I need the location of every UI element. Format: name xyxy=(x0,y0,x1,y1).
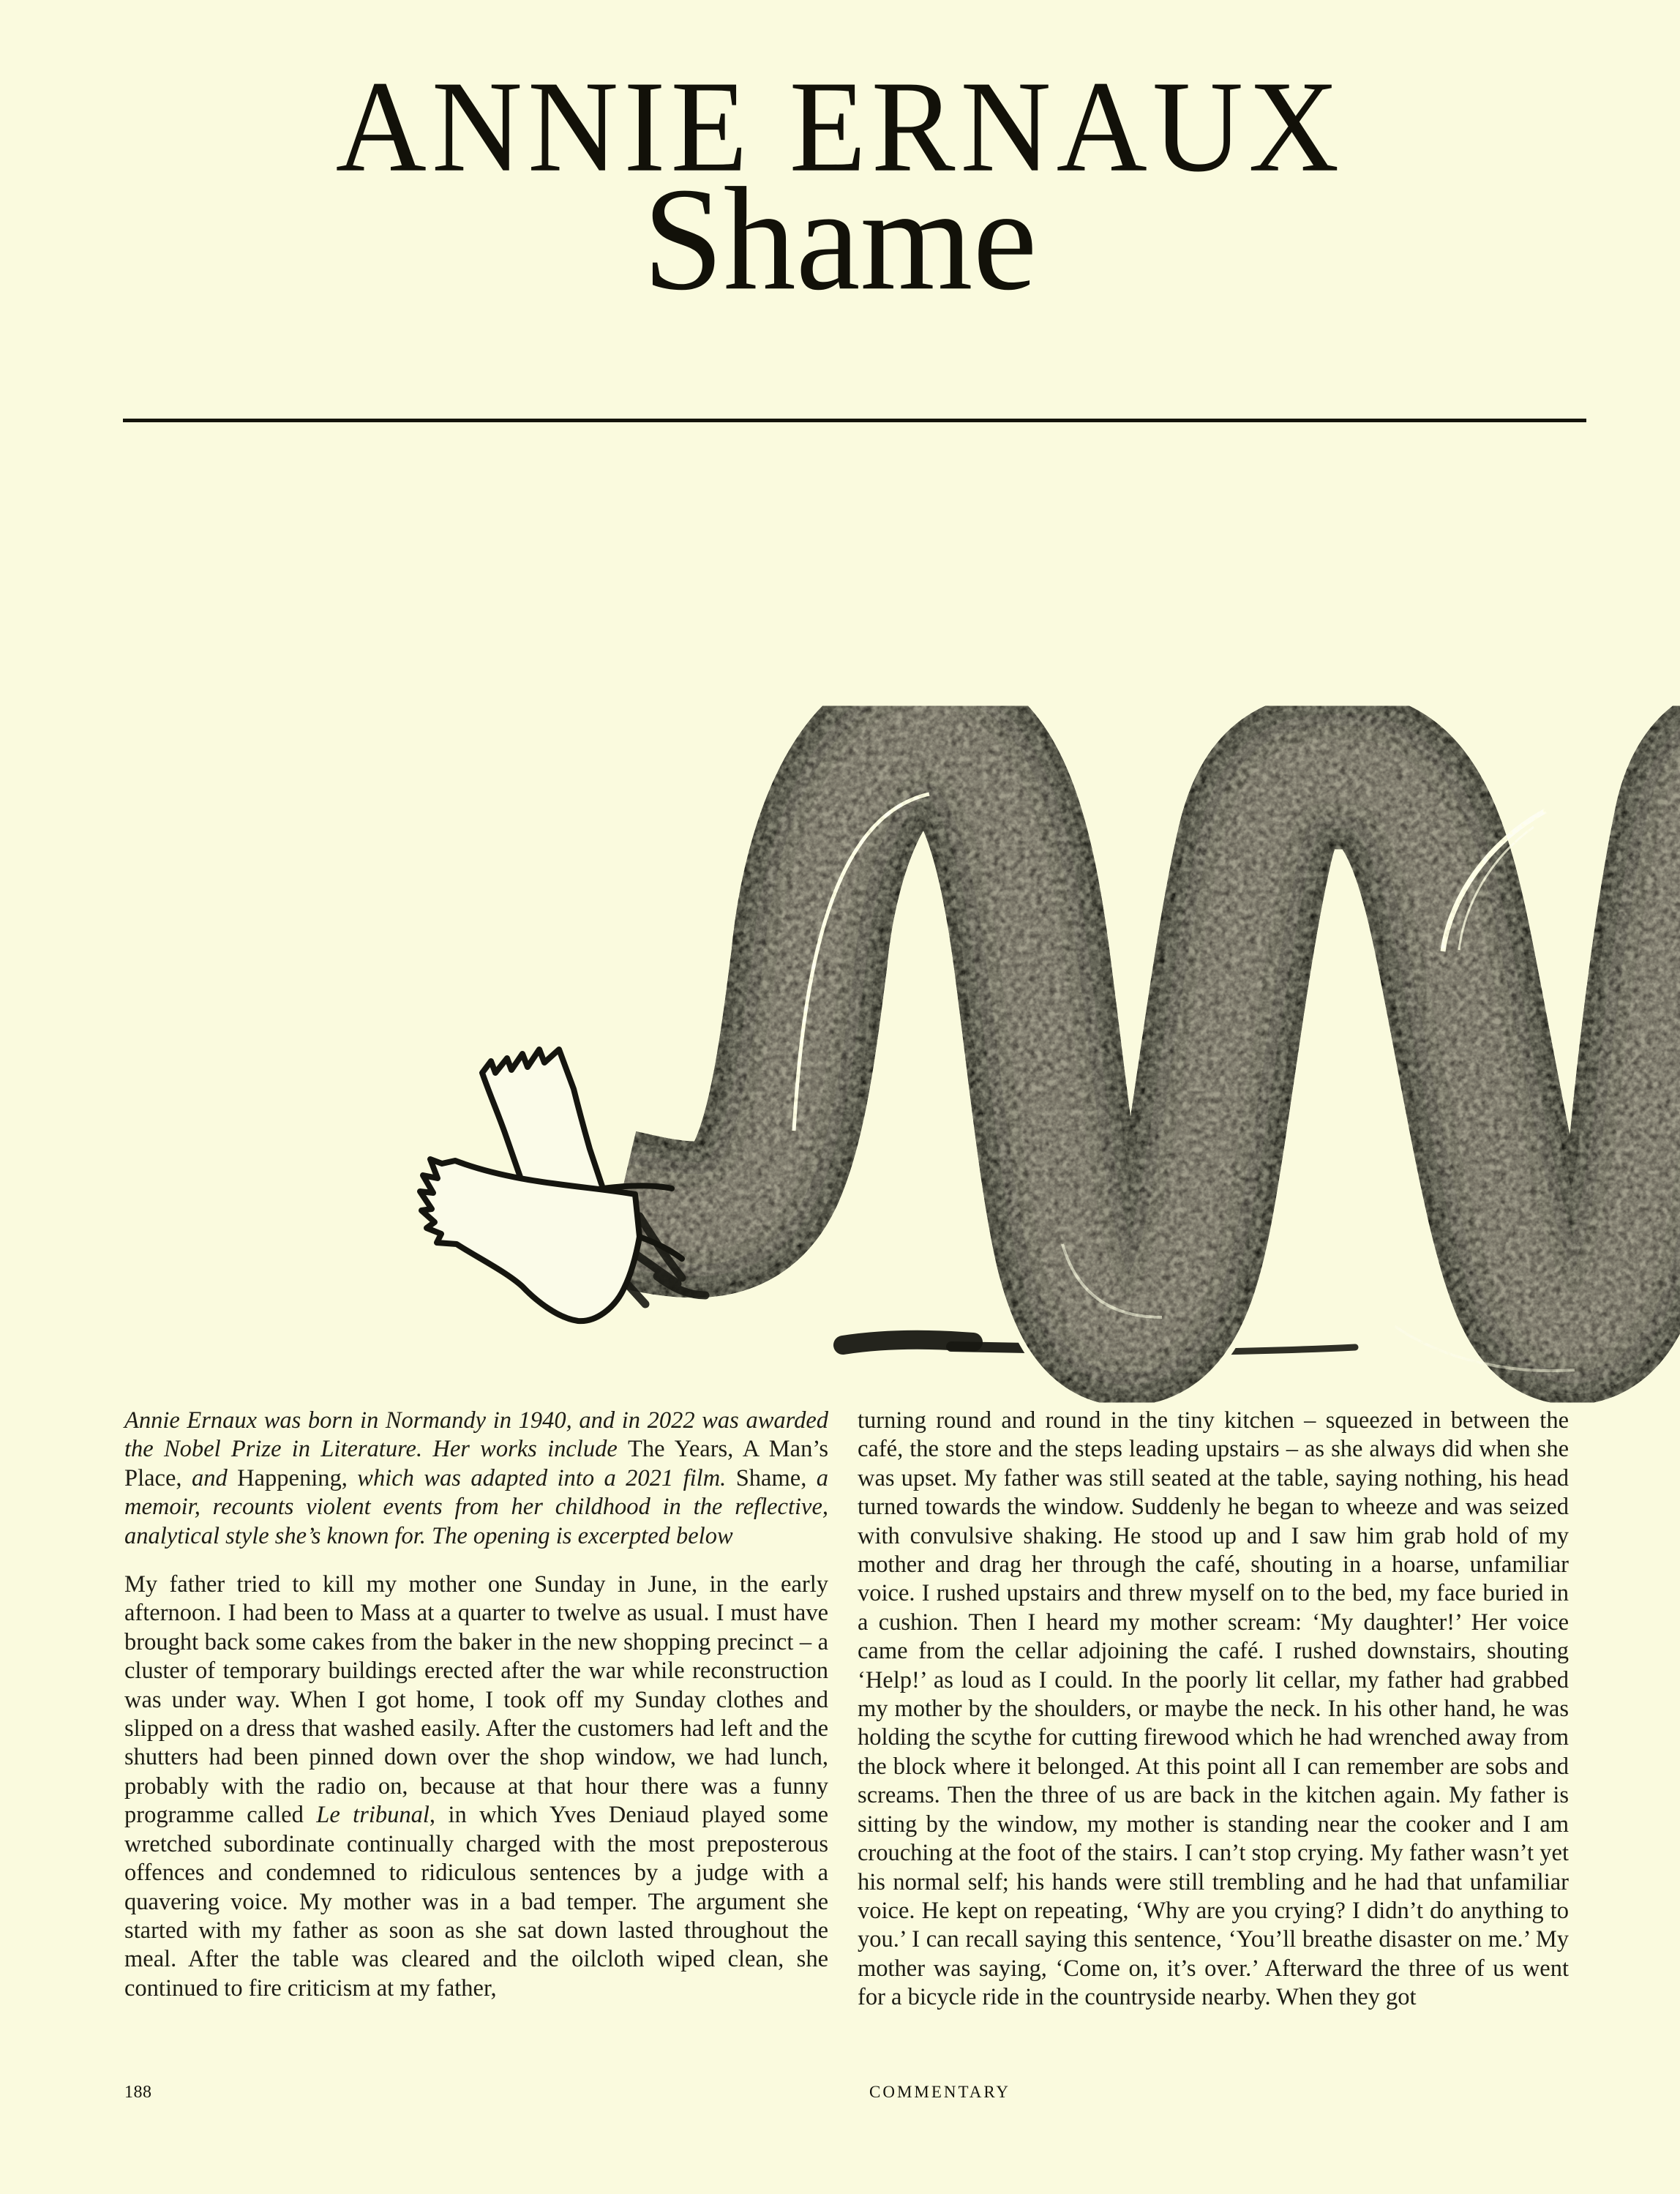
body-paragraph-col1 xyxy=(124,1570,828,2003)
intro-text: which was adapted into a 2021 film. xyxy=(357,1464,736,1491)
page-title-author: ANNIE ERNAUX xyxy=(335,54,1345,200)
programme-title: Le tribunal xyxy=(316,1802,430,1829)
feet-drawing xyxy=(420,1049,682,1321)
divider-rule xyxy=(123,419,1586,422)
intro-text: a memoir, recounts violent events from her childhood in the reflective, analytical style she’s known for. The opening is excerpted below xyxy=(124,1464,828,1549)
intro-book-title: Happening, xyxy=(237,1464,358,1491)
intro-text: Annie Ernaux was born in Normandy in 1940, and in 2022 was awarded the Nobel Prize in Literature. Her works include xyxy=(124,1407,828,1463)
footer-page-number: 188 xyxy=(124,2083,152,2102)
body-paragraph-col2 xyxy=(858,1407,1569,2013)
junction-scribbles xyxy=(616,1216,705,1304)
intro-paragraph xyxy=(124,1407,828,1551)
intro-book-title: Shame, xyxy=(735,1464,817,1491)
snake-tube xyxy=(618,738,1680,1371)
body-text: My father tried to kill my mother one Sunday in June, in the early afternoon. I had been to Mass at a quarter to twelve as usual. I must have brought back some cakes from the baker in the new shopping precinct – a cluster of temporary buildings erected after the war while reconstruction was under way. When I got home, I took off my Sunday clothes and slipped on a dress that washed easily. After the customers had left and the shutters had been pinned down over the shop window, we had lunch, probably with the radio on, because at that hour there was a funny programme called xyxy=(124,1571,828,1829)
intro-text: and xyxy=(191,1464,238,1491)
shadow-line xyxy=(843,1340,1355,1352)
body-text: turning round and round in the tiny kitchen – squeezed in between the café, the store and the steps leading upstairs – as she always did when she was upset. My father was still seated at the table, saying nothing, his head turned towards the window. Suddenly he began to wheeze and was seized with convulsive shaking. He stood up and I saw him grab hold of my mother and drag her through the café, shouting in a hoarse, unfamiliar voice. I rushed upstairs and threw myself on to the bed, my face buried in a cushion. Then I heard my mother scream: ‘My daughter!’ Her voice came from the cellar adjoining the café. I rushed downstairs, shouting ‘Help!’ as loud as I could. In the poorly lit cellar, my father had grabbed my mother by the shoulders, or maybe the neck. In his other hand, he was holding the scythe for cutting firewood which he had wrenched away from the block where it belonged. At this point all I can remember are sobs and screams. Then the three of us are back in the kitchen again. My father is sitting by the window, my mother is standing near the cooker and I am crouching at the foot of the stairs. I can’t stop crying. My father wasn’t yet his normal self; his hands were still trembling and he had that unfamiliar voice. He kept on repeating, ‘Why are you crying? I didn’t do anything to you.’ I can recall saying this sentence, ‘You’ll breathe disaster on me.’ My mother was saying, ‘Come on, it’s over.’ Afterward the three of us went for a bicycle ride in the countryside nearby. When they got xyxy=(858,1407,1569,2011)
article-column-2 xyxy=(858,1407,1569,2013)
body-text: , in which Yves Deniaud played some wretched subordinate continually charged with the most preposterous offences and condemned to ridiculous sentences by a judge with a quavering voice. My mother was in a bad temper. The argument she started with my father as soon as she sat down lasted throughout the meal. After the table was cleared and the oilcloth wiped clean, she continued to fire criticism at my father, xyxy=(124,1802,828,2002)
page-title-work: Shame xyxy=(642,157,1038,321)
footer-section-label: COMMENTARY xyxy=(869,2083,1011,2101)
article-column-1 xyxy=(124,1407,828,2003)
intro-book-title: The Years, A Man’s Place, xyxy=(124,1436,829,1491)
